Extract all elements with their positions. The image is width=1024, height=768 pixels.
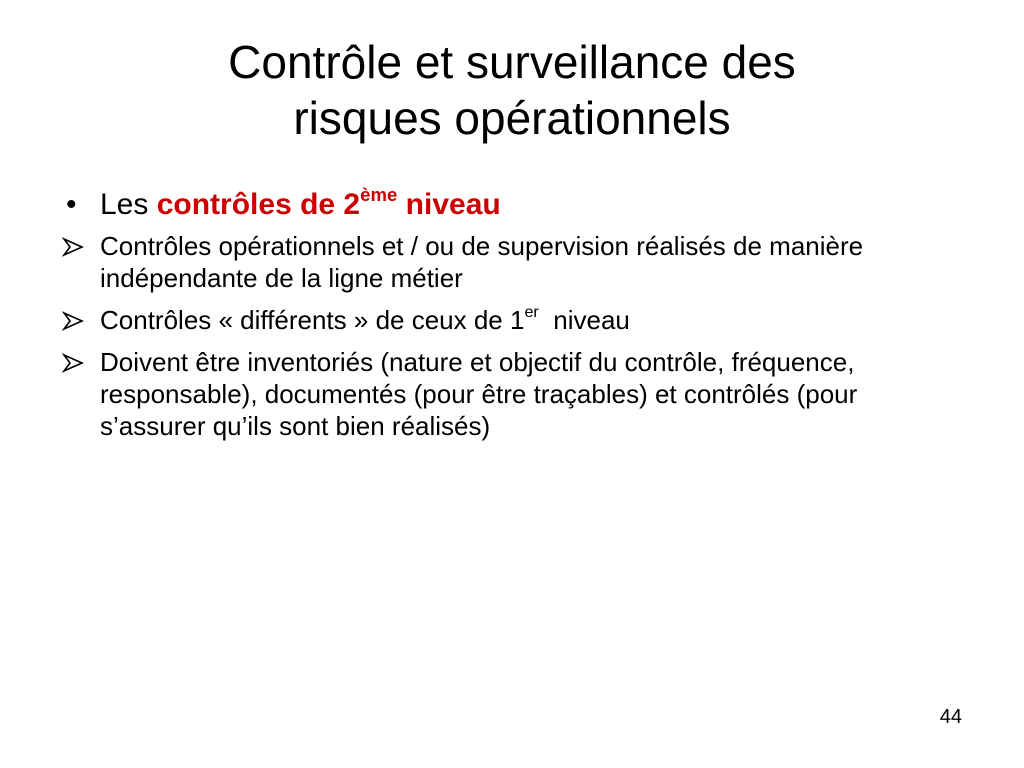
main-bullet-prefix: Les: [100, 188, 157, 221]
main-bullet-emphasis: [156, 184, 501, 221]
slide-title: [60, 34, 964, 146]
title-line-2: risques opérationnels: [293, 92, 731, 144]
arrow-bullet-icon: [62, 311, 84, 331]
emphasis-text-end: niveau: [397, 188, 501, 221]
arrow-bullet-icon: [62, 353, 84, 373]
bullet-dot-icon: •: [66, 188, 77, 221]
sub-bullet-item: [62, 230, 962, 294]
sub-bullet-text-end: niveau: [538, 305, 630, 335]
slide-content: [62, 186, 962, 452]
title-line-1: Contrôle et surveillance des: [228, 36, 796, 88]
sub-bullet-text: Contrôles « différents » de ceux de 1: [100, 305, 525, 335]
sub-bullet-text: Contrôles opérationnels et / ou de supervision réalisés de manière indépendante de la ligne métier: [100, 231, 864, 293]
sub-bullet-item: [62, 346, 962, 442]
main-bullet-item: [62, 186, 962, 224]
sub-bullet-item: [62, 304, 962, 336]
sub-bullet-text: Doivent être inventoriés (nature et objectif du contrôle, fréquence, responsable), documentés (pour être traçables) et contrôlés (pour s’assurer qu’ils sont bien réalisés): [100, 347, 858, 441]
emphasis-superscript: ème: [360, 184, 398, 205]
page-number: 44: [939, 706, 962, 728]
arrow-bullet-icon: [62, 237, 84, 257]
sub-bullet-superscript: er: [524, 303, 539, 322]
emphasis-text: contrôles de 2: [156, 188, 361, 221]
